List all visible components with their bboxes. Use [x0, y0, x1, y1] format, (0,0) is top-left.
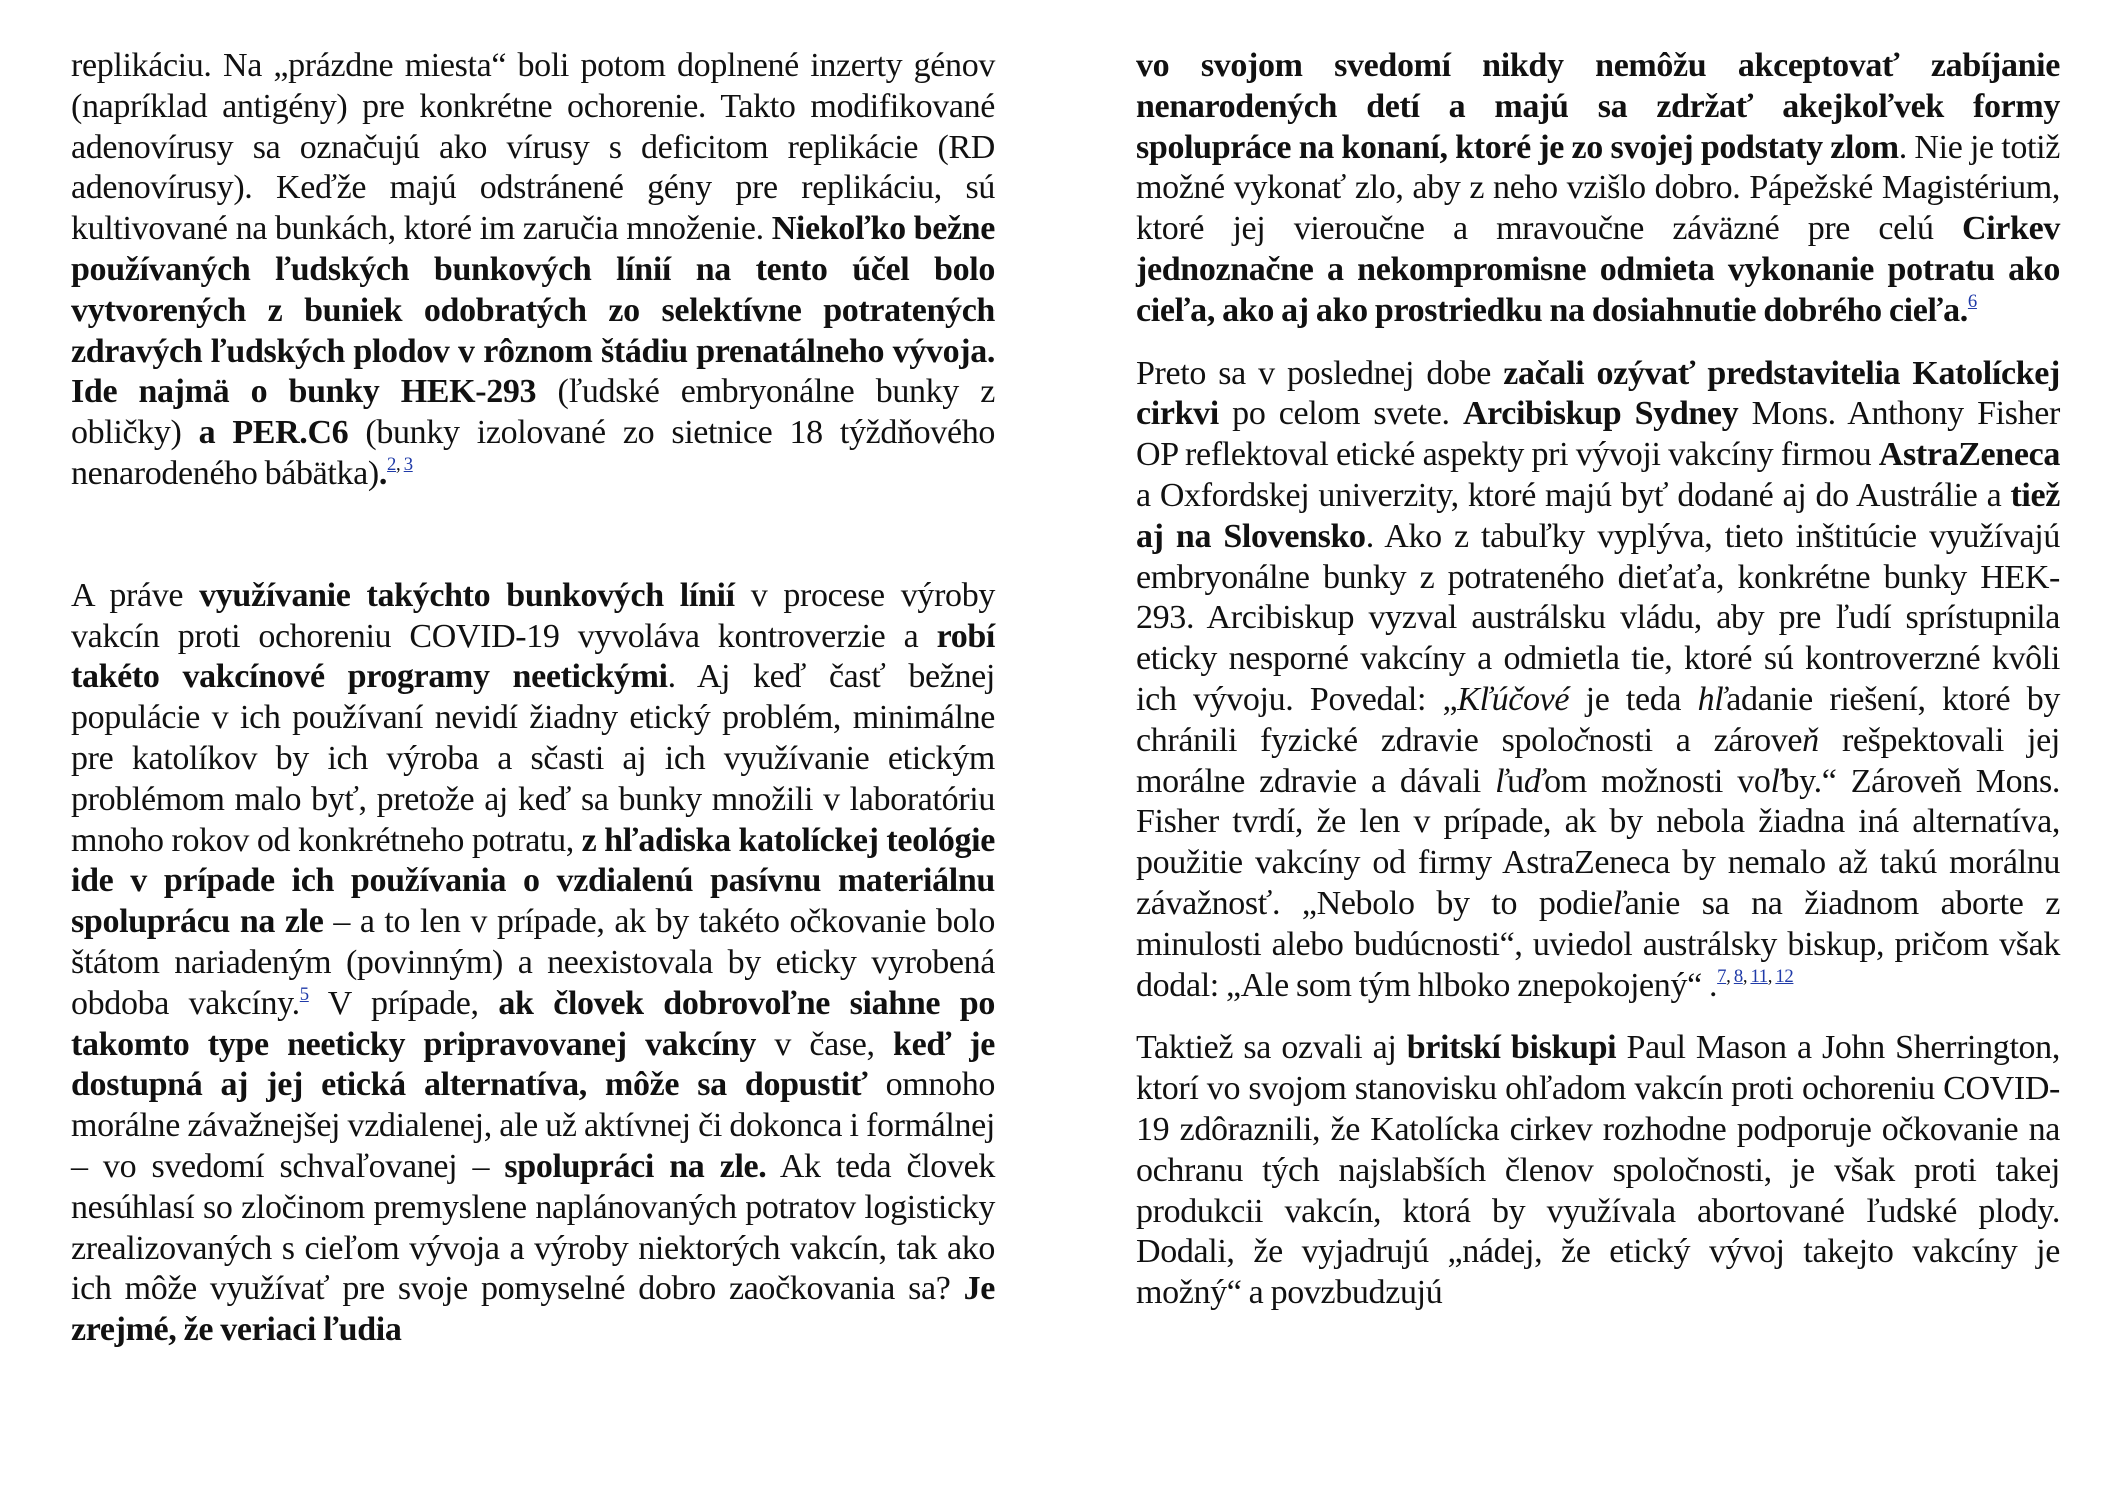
bold-text: Arcibiskup Sydney: [1462, 395, 1739, 433]
bold-text: ak človek dobrovoľne siahne po takomto type neeticky pripravovanej vakcíny: [71, 984, 996, 1063]
footnote-link[interactable]: 3: [403, 453, 413, 475]
italic-text: ň: [1802, 721, 1819, 759]
footnote-link[interactable]: 8: [1733, 965, 1743, 987]
footnote-link[interactable]: 6: [1967, 290, 1977, 312]
bold-text: .: [378, 454, 388, 492]
text-run: po celom svete.: [1218, 395, 1463, 433]
italic-text: ď: [1523, 762, 1545, 800]
text-run: (bunky izolované zo sietnice 18 týždňového nenarodeného bábätka): [71, 414, 995, 492]
footnote-separator: ,: [1726, 965, 1734, 987]
text-run: om možnosti vo: [1544, 762, 1771, 800]
left-column: [71, 46, 995, 1351]
footnote-link[interactable]: 7: [1717, 965, 1727, 987]
bold-text: spolupráci na zle.: [504, 1147, 767, 1185]
bold-text: robí takéto vakcínové programy neetickými: [71, 617, 995, 696]
bold-text: a PER.C6: [198, 414, 349, 452]
footnote-link[interactable]: 12: [1775, 965, 1794, 987]
footnote-ref: [404, 454, 413, 475]
text-run: . Aj keď časť bežnej populácie v ich používaní nevidí žiadny etický problém, minimálne pre katolíkov by ich výroba a sčasti aj ich využívanie etickým problémom malo byť, pretože aj keď sa bunky množili v laboratóriu mnoho rokov od konkrétneho potratu,: [71, 658, 995, 859]
text-run: by.“ Zároveň Mons. Fisher tvrdí, že len v prípade, ak by nebola žiadna iná alternatíva, použitie vakcíny od firmy AstraZeneca by nemalo až takú morálnu závažnosť. „Nebolo by to podie: [1136, 762, 2060, 922]
footnote-ref: [1734, 966, 1743, 987]
text-run: je teda: [1569, 680, 1698, 718]
italic-text: ľ: [1770, 762, 1783, 800]
text-run: v čase,: [756, 1025, 894, 1063]
text-run: . Ako z tabuľky vyplýva, tieto inštitúcie využívajú embryonálne bunky z potrateného dieťaťa, konkrétne bunky HEK-293. Arcibiskup vyzval austrálsku vládu, aby pre ľudí sprístupnila eticky nesporné vakcíny a odmietla tie, ktoré sú kontroverzné kvôli ich vývoju. Povedal: „: [1136, 517, 2060, 718]
bold-text: využívanie takýchto bunkových línií: [199, 576, 735, 614]
footnote-link[interactable]: 11: [1750, 965, 1768, 987]
bold-text: Je zrejmé, že veriaci ľudia: [71, 1270, 995, 1349]
footnote-link[interactable]: 2: [387, 453, 397, 475]
footnote-ref: [1775, 966, 1793, 987]
footnote-ref: [1968, 291, 1977, 312]
bold-text: keď je dostupná aj jej etická alternatíva, môže sa dopustiť: [71, 1025, 995, 1104]
text-run: Taktiež sa ozvali aj: [1136, 1029, 1407, 1067]
paragraph: [1136, 354, 2060, 1007]
paragraph: [71, 576, 995, 1351]
text-run: replikáciu. Na „prázdne miesta“ boli potom doplnené inzerty génov (napríklad antigény) pre konkrétne ochorenie. Takto modifikované adenovírusy sa označujú ako vírusy s deficitom replikácie (RD adenovírusy). Keďže majú odstránené gény pre replikáciu, sú kultivované na bunkách, ktoré im zaručia množenie.: [71, 47, 995, 248]
italic-text: ľ: [1495, 762, 1508, 800]
text-run: rešpektovali jej morálne zdravie a dávali: [1136, 721, 2060, 800]
text-run: Paul Mason a John Sherrington, ktorí vo svojom stanovisku ohľadom vakcín proti ochoreniu COVID-19 zdôraznili, že Katolícka cirkev rozhodne podporuje očkovanie na ochranu tých najslabších členov spoločnosti, je však proti takej produkcii vakcín, ktorá by využívala abortované ľudské plody. Dodali, že vyjadrujú „nádej, že etický vývoj takejto vakcíny je možný“ a povzbudzujú: [1136, 1029, 2060, 1312]
text-run: u: [1507, 762, 1524, 800]
text-run: v procese výroby vakcín proti ochoreniu COVID-19 vyvoláva kontroverzie a: [71, 576, 995, 655]
footnote-separator: ,: [1767, 965, 1776, 987]
text-run: anie sa na žiadnom aborte z minulosti alebo budúcnosti“, uviedol austrálsky biskup, pričom však dodal: „Ale som tým hlboko znepokojený“ .: [1136, 884, 2060, 1004]
paragraph: [1136, 1028, 2060, 1314]
footnote-ref: [1750, 966, 1767, 987]
bold-text: vo svojom svedomí nikdy nemôžu akceptovať zabíjanie nenarodených detí a majú sa zdržať akejkoľvek formy spolupráce na konaní, ktoré je zo svojej podstaty zlom: [1136, 47, 2060, 166]
italic-text: Kľúčové: [1457, 680, 1570, 718]
footnote-separator: ,: [1742, 965, 1751, 987]
text-run: nosti a zárove: [1588, 721, 1803, 759]
paragraph: [1136, 46, 2060, 332]
footnote-ref: [300, 984, 309, 1005]
text-run: a Oxfordskej univerzity, ktoré majú byť dodané aj do Austrálie a: [1136, 476, 2011, 514]
bold-text: AstraZeneca: [1878, 436, 2060, 474]
text-run: Preto sa v poslednej dobe: [1136, 354, 1504, 392]
text-run: . Nie je totiž možné vykonať zlo, aby z neho vzišlo dobro. Pápežské Magistérium, ktoré jej vieroučne a mravoučne záväzné pre celú: [1136, 128, 2060, 248]
text-run: V prípade,: [308, 984, 499, 1022]
italic-text: hľ: [1697, 680, 1727, 718]
bold-text: z hľadiska katolíckej teológie ide v prípade ich používania o vzdialenú pasívnu materiálnu spoluprácu na zle: [71, 821, 995, 941]
footnote-separator: ,: [396, 453, 404, 475]
bold-text: Cirkev jednoznačne a nekompromisne odmieta vykonanie potratu ako cieľa, ako aj ako prostriedku na dosiahnutie dobrého cieľa.: [1136, 210, 2060, 329]
text-run: Mons. Anthony Fisher OP reflektoval etické aspekty pri vývoji vakcíny firmou: [1136, 395, 2060, 474]
text-run: Ak teda človek nesúhlasí so zločinom premyslene naplánovaných potratov logisticky zrealizovaných s cieľom vývoja a výroby niektorých vakcín, tak ako ich môže využívať pre svoje pomyselné dobro zaočkovania sa?: [71, 1147, 995, 1308]
bold-text: Niekoľko bežne používaných ľudských bunkových línií na tento účel bolo vytvorených z buniek odobratých zo selektívne potratených zdravých ľudských plodov v rôznom štádiu prenatálneho vývoja. Ide najmä o bunky HEK-293: [71, 210, 995, 411]
bold-text: tiež aj na Slovensko: [1136, 476, 2060, 555]
footnote-ref: [387, 454, 396, 475]
right-column: [1136, 46, 2060, 1314]
text-run: adanie riešení, ktoré by chránili fyzické zdravie spolo: [1136, 680, 2060, 759]
footnote-ref: [1717, 966, 1726, 987]
bold-text: britskí biskupi: [1406, 1029, 1617, 1067]
text-run: A práve: [71, 576, 200, 614]
text-run: omnoho morálne závažnejšej vzdialenej, ale už aktívnej či dokonca i formálnej – vo svedomí schvaľovanej –: [71, 1066, 996, 1185]
text-run: – a to len v prípade, ak by takéto očkovanie bolo štátom nariadeným (povinným) a neexistovala by eticky vyrobená obdoba vakcíny.: [71, 903, 995, 1022]
paragraph: [71, 46, 995, 495]
italic-text: ľ: [1612, 884, 1625, 922]
text-run: (ľudské embryonálne bunky z obličky): [71, 373, 995, 452]
bold-text: začali ozývať predstavitelia Katolíckej cirkvi: [1136, 354, 2061, 433]
italic-text: č: [1573, 721, 1589, 759]
footnote-link[interactable]: 5: [299, 983, 309, 1005]
